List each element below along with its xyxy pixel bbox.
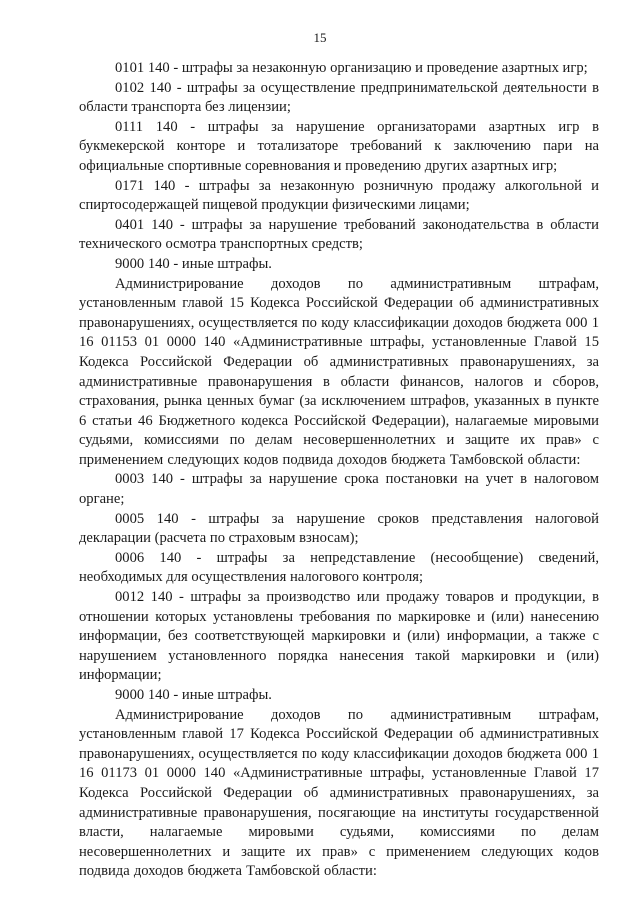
paragraph: 0171 140 - штрафы за незаконную розничную продажу алкогольной и спиртосодержащей пищевой продукции физическими лицами; bbox=[79, 177, 599, 214]
paragraph: 0101 140 - штрафы за незаконную организацию и проведение азартных игр; bbox=[115, 60, 588, 76]
paragraph: 0006 140 - штрафы за непредставление (несообщение) сведений, необходимых для осуществления налогового контроля; bbox=[79, 549, 599, 586]
paragraph: 0012 140 - штрафы за производство или продажу товаров и продукции, в отношении которых установлены требования по маркировке и (или) нанесению информации, без соответствующей маркировки и (или) информации, а также с нарушением установленного порядка нанесения такой маркировки и (или) информации; bbox=[79, 589, 599, 684]
paragraph: 9000 140 - иные штрафы. bbox=[115, 687, 272, 703]
paragraph: Администрирование доходов по административным штрафам, установленным главой 15 Кодекса Российской Федерации об административных правонарушениях, осуществляется по коду классификации доходов бюджета 000 1 16 01153 01 0000 140 «Административные штрафы, установленные Главой 15 Кодекса Российской Федерации об административных правонарушениях, за административные правонарушения в области финансов, налогов и сборов, страхования, рынка ценных бумаг (за исключением штрафов, указанных в пункте 6 статьи 46 Бюджетного кодекса Российской Федерации), налагаемые мировыми судьями, комиссиями по делам несовершеннолетних и защите их прав» с применением следующих кодов подвида доходов бюджета Тамбовской области: bbox=[79, 275, 599, 468]
paragraph: 9000 140 - иные штрафы. bbox=[115, 255, 272, 272]
paragraph: 0102 140 - штрафы за осуществление предпринимательской деятельности в области транспорта без лицензии; bbox=[79, 79, 599, 116]
document-body bbox=[79, 59, 599, 882]
page-number: 15 bbox=[313, 30, 327, 45]
paragraph: 0003 140 - штрафы за нарушение срока постановки на учет в налоговом органе; bbox=[79, 471, 599, 508]
paragraph: 0111 140 - штрафы за нарушение организаторами азартных игр в букмекерской конторе и тотализаторе требований к заключению пари на официальные спортивные соревнования и проведению других азартных игр; bbox=[79, 118, 599, 174]
paragraph: Администрирование доходов по административным штрафам, установленным главой 17 Кодекса Российской Федерации об административных правонарушениях, осуществляется по коду классификации доходов бюджета 000 1 16 01173 01 0000 140 «Административные штрафы, установленные Главой 17 Кодекса Российской Федерации об административных правонарушениях, за административные правонарушения, посягающие на институты государственной власти, налагаемые мировыми судьями, комиссиями по делам несовершеннолетних и защите их прав» с применением следующих кодов подвида доходов бюджета Тамбовской области: bbox=[79, 706, 599, 880]
paragraph: 0401 140 - штрафы за нарушение требований законодательства в области технического осмотра транспортных средств; bbox=[79, 216, 599, 253]
paragraph: 0005 140 - штрафы за нарушение сроков представления налоговой декларации (расчета по страховым взносам); bbox=[79, 510, 599, 547]
